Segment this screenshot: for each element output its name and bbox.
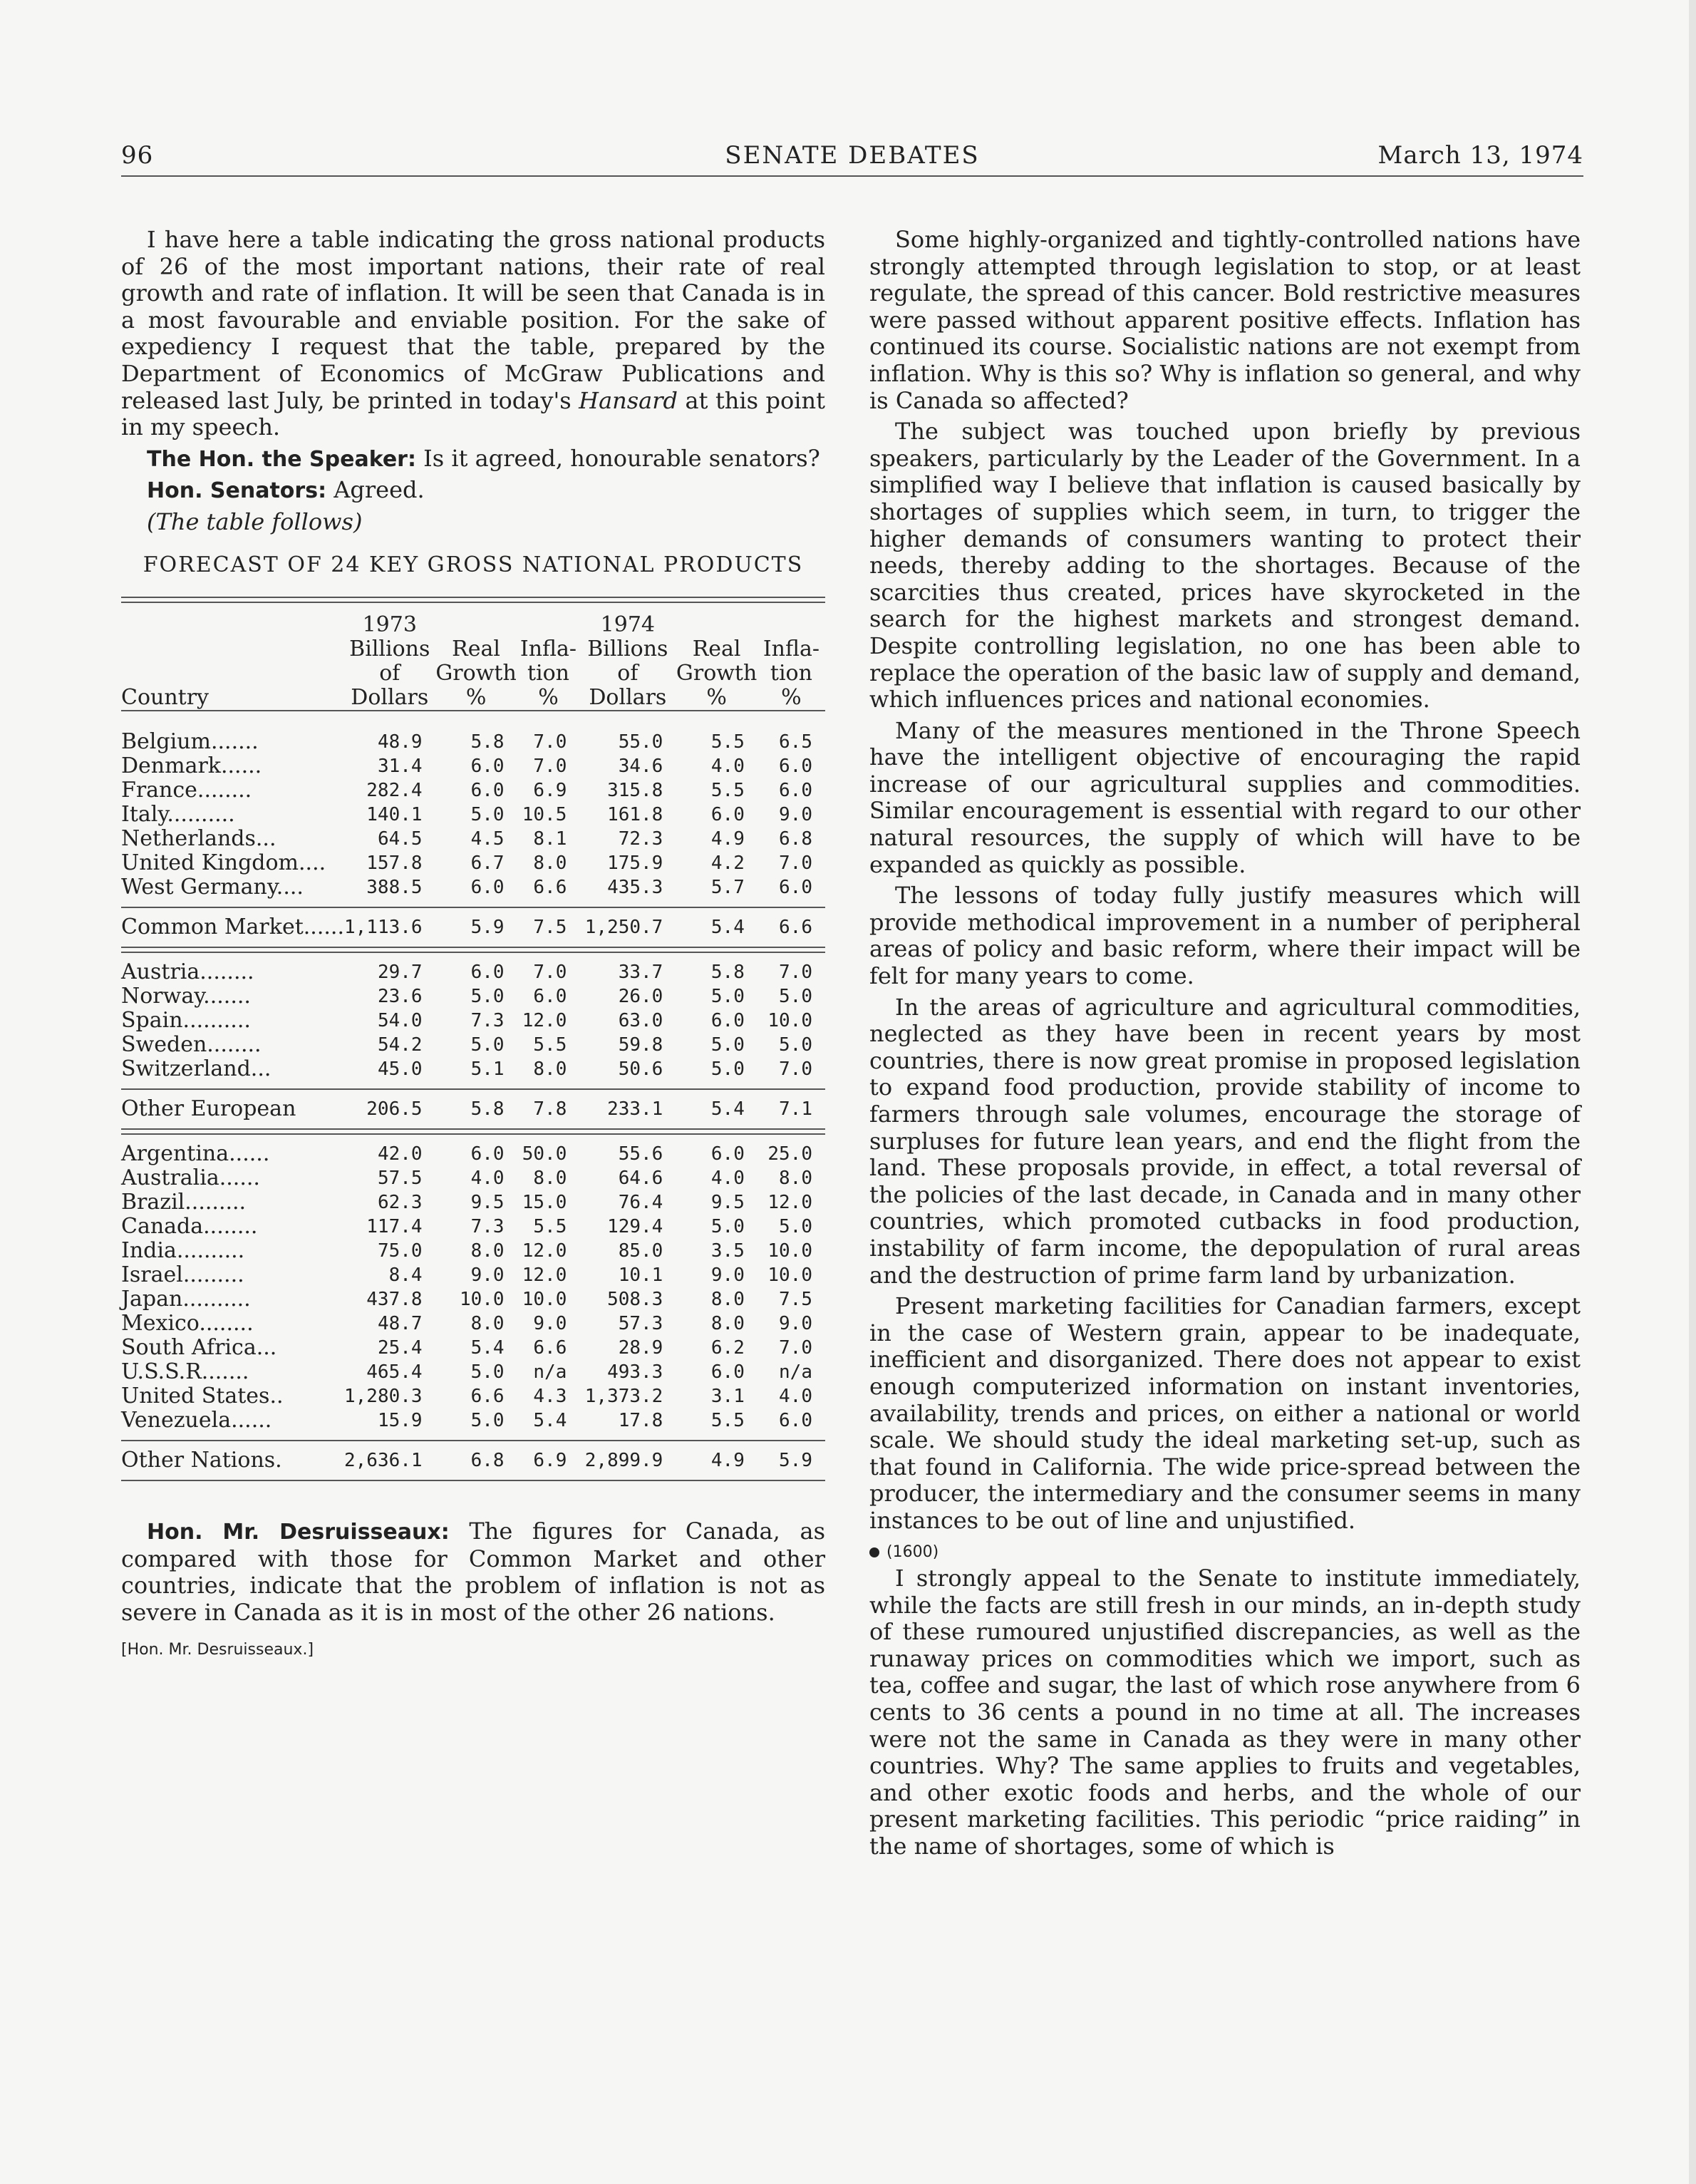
value-cell: 5.8 <box>470 731 505 753</box>
value-cell: 233.1 <box>607 1098 663 1121</box>
table-row <box>121 1097 825 1121</box>
value-cell: 12.0 <box>522 1010 567 1032</box>
value-cell: 6.0 <box>470 962 505 984</box>
country-cell: West Germany.... <box>121 875 304 900</box>
value-cell: 8.0 <box>533 853 567 875</box>
table-title: FORECAST OF 24 KEY GROSS NATIONAL PRODUCTS <box>143 552 804 577</box>
value-cell: 6.0 <box>470 780 505 802</box>
value-cell: 9.0 <box>533 1313 567 1335</box>
table-header <box>121 603 825 710</box>
value-cell: 161.8 <box>607 804 663 826</box>
value-cell: 5.4 <box>470 1337 505 1359</box>
country-cell: India.......... <box>121 1238 245 1264</box>
value-cell: 76.4 <box>618 1192 663 1214</box>
value-cell: 9.0 <box>779 1313 812 1335</box>
value-cell: 8.0 <box>710 1289 745 1311</box>
paragraph-4: The lessons of today fully justify measures which will provide methodical improvement in a number of peripheral areas of policy and basic reform, where their impact will be felt for many years to come. <box>869 882 1581 990</box>
value-cell: 10.0 <box>459 1289 505 1311</box>
value-cell: 7.1 <box>779 1098 812 1121</box>
value-cell: 5.0 <box>710 1216 745 1238</box>
table-row <box>121 1312 825 1336</box>
paragraph-6: Present marketing facilities for Canadian farmers, except in the case of Western grain, appear to be inadequate, inefficient and disorganized. There does not appear to exist enough computerized information on instant inventories, availability, trends and prices, on either a national or world scale. We should study the ideal marketing set-up, such as that found in California. The wide price-spread between the producer, the intermediary and the consumer seems in many instances to be out of line and unjustified. <box>869 1292 1581 1534</box>
table-follows-note: (The table follows) <box>147 508 363 535</box>
value-cell: 6.0 <box>779 756 812 778</box>
value-cell: 7.0 <box>533 756 567 778</box>
time-marker-text: (1600) <box>886 1542 939 1561</box>
country-cell: Mexico........ <box>121 1311 254 1336</box>
intro-paragraph <box>121 227 825 441</box>
table-row <box>121 1448 825 1473</box>
time-marker <box>869 1539 1581 1566</box>
value-cell: 5.9 <box>470 917 505 939</box>
value-cell: 12.0 <box>522 1240 567 1262</box>
country-cell: Austria........ <box>121 959 254 985</box>
value-cell: 6.0 <box>470 756 505 778</box>
value-cell: 72.3 <box>618 828 663 850</box>
value-cell: 437.8 <box>366 1289 423 1311</box>
value-cell: 4.0 <box>710 1168 745 1190</box>
value-cell: 5.5 <box>533 1034 567 1056</box>
value-cell: 6.0 <box>779 877 812 899</box>
value-cell: 6.7 <box>470 853 505 875</box>
value-cell: 48.7 <box>377 1313 423 1335</box>
value-cell: 435.3 <box>607 877 663 899</box>
table-row <box>121 778 825 803</box>
value-cell: 7.3 <box>470 1010 505 1032</box>
value-cell: 6.9 <box>533 1450 567 1472</box>
left-column <box>121 227 825 1663</box>
speaker-text: Agreed. <box>326 476 425 504</box>
value-cell: 4.9 <box>710 828 745 850</box>
value-cell: 4.0 <box>710 756 745 778</box>
country-cell: Argentina...... <box>121 1141 270 1167</box>
value-cell: 9.0 <box>779 804 812 826</box>
value-cell: 175.9 <box>607 853 663 875</box>
country-cell: Canada........ <box>121 1214 258 1240</box>
value-cell: 12.0 <box>767 1192 812 1214</box>
col-1973-billions-header: Billions of Dollars <box>349 637 430 711</box>
value-cell: 7.0 <box>779 853 812 875</box>
value-cell: 8.0 <box>779 1168 812 1190</box>
value-cell: 10.5 <box>522 804 567 826</box>
value-cell: 5.0 <box>470 986 505 1008</box>
value-cell: 5.0 <box>470 1410 505 1432</box>
value-cell: 10.1 <box>618 1264 663 1287</box>
value-cell: 9.5 <box>710 1192 745 1214</box>
speaker-name: The Hon. the Speaker: <box>147 446 416 472</box>
value-cell: 64.5 <box>377 828 423 850</box>
value-cell: 7.0 <box>779 962 812 984</box>
table-row <box>121 1033 825 1057</box>
value-cell: 5.0 <box>470 1034 505 1056</box>
table-row <box>121 1336 825 1360</box>
value-cell: 6.2 <box>710 1337 745 1359</box>
value-cell: 157.8 <box>366 853 423 875</box>
value-cell: 63.0 <box>618 1010 663 1032</box>
value-cell: 5.5 <box>710 731 745 753</box>
value-cell: 1,373.2 <box>584 1386 663 1408</box>
country-cell: Denmark...... <box>121 753 262 779</box>
attribution: [Hon. Mr. Desruisseaux.] <box>121 1640 314 1659</box>
value-cell: 282.4 <box>366 780 423 802</box>
value-cell: 8.0 <box>710 1313 745 1335</box>
col-country-header: Country <box>121 685 210 711</box>
value-cell: 1,250.7 <box>584 917 663 939</box>
gnp-table <box>121 603 825 1481</box>
value-cell: 4.3 <box>533 1386 567 1408</box>
publication-title: SENATE DEBATES <box>725 141 980 170</box>
table-double-rule <box>121 947 825 953</box>
table-row <box>121 1408 825 1433</box>
value-cell: 129.4 <box>607 1216 663 1238</box>
value-cell: 31.4 <box>377 756 423 778</box>
value-cell: 6.0 <box>710 804 745 826</box>
value-cell: n/a <box>779 1361 812 1384</box>
speaker-name: Hon. Senators: <box>147 478 327 504</box>
value-cell: 315.8 <box>607 780 663 802</box>
page-header <box>121 141 1583 177</box>
table-top-rule <box>121 597 825 603</box>
value-cell: 54.2 <box>377 1034 423 1056</box>
value-cell: 34.6 <box>618 756 663 778</box>
table-row <box>121 984 825 1009</box>
value-cell: 6.6 <box>779 917 812 939</box>
col-1974-inflation-header: Infla-tion % <box>762 637 820 711</box>
paragraph-7: I strongly appeal to the Senate to institute immediately, while the facts are still fresh in our minds, an in-depth study of these rumoured unjustified discrepancies, as well as the runaway prices on commodities which we import, such as tea, coffee and sugar, the last of which rose anywhere from 6 cents to 36 cents a pound in no time at all. The increases were not the same in Canada as they were in many other countries. Why? The same applies to fruits and vegetables, and other exotic foods and herbs, and the whole of our present marketing facilities. This periodic “price raiding” in the name of shortages, some of which is <box>869 1565 1581 1860</box>
country-cell: United Kingdom.... <box>121 850 326 876</box>
value-cell: 3.5 <box>710 1240 745 1262</box>
value-cell: 5.5 <box>710 1410 745 1432</box>
country-cell: United States.. <box>121 1384 284 1409</box>
value-cell: 6.0 <box>779 1410 812 1432</box>
table-row <box>121 1287 825 1312</box>
hansard-italic: Hansard <box>579 386 678 414</box>
value-cell: 48.9 <box>377 731 423 753</box>
value-cell: 6.6 <box>470 1386 505 1408</box>
value-cell: 54.0 <box>377 1010 423 1032</box>
table-row <box>121 1057 825 1081</box>
value-cell: 6.0 <box>710 1010 745 1032</box>
value-cell: 388.5 <box>366 877 423 899</box>
value-cell: 6.0 <box>779 780 812 802</box>
page-number: 96 <box>121 141 154 170</box>
col-1973-inflation-header: Infla-tion % <box>519 637 577 711</box>
country-cell: Other Nations. <box>121 1448 282 1473</box>
value-cell: 5.0 <box>710 1058 745 1081</box>
value-cell: 8.0 <box>533 1058 567 1081</box>
table-row <box>121 960 825 984</box>
value-cell: 10.0 <box>522 1289 567 1311</box>
table-row <box>121 827 825 851</box>
value-cell: 6.9 <box>533 780 567 802</box>
value-cell: 9.0 <box>710 1264 745 1287</box>
value-cell: 28.9 <box>618 1337 663 1359</box>
closing-paragraph <box>121 1518 825 1626</box>
speaker-exchange-2 <box>121 477 825 505</box>
value-cell: 33.7 <box>618 962 663 984</box>
value-cell: 5.4 <box>533 1410 567 1432</box>
value-cell: 7.8 <box>533 1098 567 1121</box>
country-cell: Brazil......... <box>121 1190 247 1215</box>
col-1973-growth-header: Real Growth % <box>435 637 517 711</box>
value-cell: 45.0 <box>377 1058 423 1081</box>
value-cell: 3.1 <box>710 1386 745 1408</box>
value-cell: 5.5 <box>533 1216 567 1238</box>
value-cell: 10.0 <box>767 1264 812 1287</box>
value-cell: 10.0 <box>767 1240 812 1262</box>
table-row <box>121 730 825 754</box>
value-cell: 75.0 <box>377 1240 423 1262</box>
paragraph-2: The subject was touched upon briefly by previous speakers, particularly by the Leader of the Government. In a simplified way I believe that inflation is caused basically by shortages of supplies which seem, in turn, to trigger the higher demands of consumers wanting to protect their needs, thereby adding to the shortages. Because of the scarcities thus created, prices have skyrocketed in the search for the highest markets and strongest demand. Despite controlling legislation, no one has been able to replace the operation of the basic law of supply and demand, which influences prices and national economies. <box>869 418 1581 714</box>
value-cell: 7.5 <box>533 917 567 939</box>
country-cell: Norway....... <box>121 984 251 1009</box>
value-cell: 57.5 <box>377 1168 423 1190</box>
value-cell: 9.5 <box>470 1192 505 1214</box>
paragraph-3: Many of the measures mentioned in the Throne Speech have the intelligent objective of encouraging the rapid increase of our agricultural supplies and commodities. Similar encouragement is essential with regard to our other natural resources, the supply of which will have to be expanded as quickly as possible. <box>869 716 1581 878</box>
value-cell: 8.0 <box>470 1240 505 1262</box>
country-cell: Venezuela...... <box>121 1408 272 1433</box>
value-cell: 7.0 <box>533 962 567 984</box>
col-1974-billions-header: Billions of Dollars <box>587 637 668 711</box>
value-cell: 5.4 <box>710 917 745 939</box>
value-cell: 6.6 <box>533 1337 567 1359</box>
closing-text: The figures for Canada, as compared with those for Common Market and other countries, indicate that the problem of inflation is not as severe in Canada as it is in most of the other 26 nations. <box>121 1518 825 1626</box>
intro-text: I have here a table indicating the gross national products of 26 of the most important nations, their rate of real growth and rate of inflation. It will be seen that Canada is in a most favourable and enviable position. For the sake of expediency I request that the table, prepared by the Department of Economics of McGraw Publications and released last July, be printed in today's <box>121 226 825 414</box>
country-cell: Spain.......... <box>121 1008 251 1034</box>
value-cell: 5.0 <box>779 1034 812 1056</box>
right-column <box>869 227 1581 1865</box>
table-row <box>121 1384 825 1408</box>
value-cell: 5.5 <box>710 780 745 802</box>
country-cell: Netherlands... <box>121 826 276 852</box>
table-row <box>121 1142 825 1166</box>
value-cell: 5.8 <box>710 962 745 984</box>
table-row <box>121 803 825 827</box>
value-cell: 140.1 <box>366 804 423 826</box>
value-cell: 42.0 <box>377 1143 423 1165</box>
value-cell: 8.0 <box>470 1313 505 1335</box>
value-cell: 8.1 <box>533 828 567 850</box>
value-cell: 55.0 <box>618 731 663 753</box>
value-cell: 7.0 <box>779 1058 812 1081</box>
value-cell: 4.5 <box>470 828 505 850</box>
bullet-icon <box>869 1547 879 1557</box>
value-cell: 29.7 <box>377 962 423 984</box>
value-cell: 9.0 <box>470 1264 505 1287</box>
value-cell: 25.0 <box>767 1143 812 1165</box>
value-cell: 59.8 <box>618 1034 663 1056</box>
value-cell: 508.3 <box>607 1289 663 1311</box>
value-cell: 26.0 <box>618 986 663 1008</box>
table-row <box>121 915 825 939</box>
country-cell: Switzerland... <box>121 1056 272 1082</box>
intro-end-text: at this point in my speech. <box>121 386 826 441</box>
speaker-name: Hon. Mr. Desruisseaux: <box>147 1520 450 1545</box>
value-cell: 5.0 <box>710 1034 745 1056</box>
value-cell: 465.4 <box>366 1361 423 1384</box>
table-row <box>121 1215 825 1239</box>
value-cell: 6.0 <box>533 986 567 1008</box>
country-cell: Israel......... <box>121 1262 244 1288</box>
value-cell: 5.4 <box>710 1098 745 1121</box>
value-cell: 6.0 <box>710 1361 745 1384</box>
table-row <box>121 1263 825 1287</box>
table-double-rule <box>121 1128 825 1135</box>
table-row <box>121 851 825 875</box>
country-cell: Sweden........ <box>121 1032 262 1058</box>
country-cell: South Africa... <box>121 1335 277 1361</box>
value-cell: 5.0 <box>470 1361 505 1384</box>
value-cell: 117.4 <box>366 1216 423 1238</box>
value-cell: 8.0 <box>533 1168 567 1190</box>
value-cell: n/a <box>533 1361 567 1384</box>
table-row <box>121 875 825 900</box>
value-cell: 206.5 <box>366 1098 423 1121</box>
value-cell: 5.1 <box>470 1058 505 1081</box>
value-cell: 6.8 <box>779 828 812 850</box>
paragraph-5: In the areas of agriculture and agricultural commodities, neglected as they have been in recent years by most countries, there is now great promise in proposed legislation to expand food production, provide stability of income to farmers through sale volumes, encourage the storage of surpluses for future lean years, and end the flight from the land. These proposals provide, in effect, a total reversal of the policies of the last decade, in Canada and in many other countries, which promoted cutbacks in food production, instability of farm income, the depopulation of rural areas and the destruction of prime farm land by urbanization. <box>869 993 1581 1289</box>
year-1973-header: 1973 <box>362 612 417 638</box>
value-cell: 1,113.6 <box>343 917 423 939</box>
col-1974-growth-header: Real Growth % <box>676 637 757 711</box>
value-cell: 15.9 <box>377 1410 423 1432</box>
value-cell: 493.3 <box>607 1361 663 1384</box>
value-cell: 8.4 <box>388 1264 423 1287</box>
country-cell: France........ <box>121 778 252 803</box>
value-cell: 23.6 <box>377 986 423 1008</box>
value-cell: 62.3 <box>377 1192 423 1214</box>
value-cell: 7.3 <box>470 1216 505 1238</box>
page-date: March 13, 1974 <box>1377 141 1583 170</box>
country-cell: Australia...... <box>121 1165 260 1191</box>
value-cell: 5.0 <box>779 1216 812 1238</box>
table-row <box>121 1360 825 1384</box>
value-cell: 7.0 <box>779 1337 812 1359</box>
value-cell: 15.0 <box>522 1192 567 1214</box>
value-cell: 7.5 <box>779 1289 812 1311</box>
country-cell: Other European <box>121 1096 296 1122</box>
value-cell: 2,899.9 <box>584 1450 663 1472</box>
year-1974-header: 1974 <box>600 612 656 638</box>
value-cell: 4.9 <box>710 1450 745 1472</box>
country-cell: Belgium....... <box>121 729 259 755</box>
value-cell: 17.8 <box>618 1410 663 1432</box>
value-cell: 6.8 <box>470 1450 505 1472</box>
value-cell: 6.0 <box>710 1143 745 1165</box>
value-cell: 5.8 <box>470 1098 505 1121</box>
country-cell: Japan.......... <box>121 1287 251 1312</box>
country-cell: U.S.S.R....... <box>121 1359 249 1385</box>
page-edge <box>1689 0 1696 2184</box>
value-cell: 6.0 <box>470 877 505 899</box>
value-cell: 5.0 <box>779 986 812 1008</box>
table-rule <box>121 1480 825 1481</box>
table-row <box>121 754 825 778</box>
table-row <box>121 1190 825 1215</box>
table-row <box>121 1166 825 1190</box>
speaker-exchange-1 <box>121 445 825 473</box>
country-cell: Common Market...... <box>121 915 344 940</box>
value-cell: 6.5 <box>779 731 812 753</box>
value-cell: 5.9 <box>779 1450 812 1472</box>
value-cell: 5.0 <box>710 986 745 1008</box>
table-body <box>121 710 825 1481</box>
value-cell: 50.6 <box>618 1058 663 1081</box>
value-cell: 4.2 <box>710 853 745 875</box>
value-cell: 25.4 <box>377 1337 423 1359</box>
value-cell: 6.6 <box>533 877 567 899</box>
value-cell: 50.0 <box>522 1143 567 1165</box>
speaker-text: Is it agreed, honourable senators? <box>415 444 820 472</box>
table-row <box>121 1239 825 1263</box>
value-cell: 1,280.3 <box>343 1386 423 1408</box>
value-cell: 6.0 <box>470 1143 505 1165</box>
value-cell: 12.0 <box>522 1264 567 1287</box>
paragraph-1: Some highly-organized and tightly-controlled nations have strongly attempted through legislation to stop, or at least regulate, the spread of this cancer. Bold restrictive measures were passed without apparent positive effects. Inflation has continued its course. Socialistic nations are not exempt from inflation. Why is this so? Why is inflation so general, and why is Canada so affected? <box>869 226 1581 414</box>
value-cell: 64.6 <box>618 1168 663 1190</box>
value-cell: 57.3 <box>618 1313 663 1335</box>
table-row <box>121 1009 825 1033</box>
value-cell: 10.0 <box>767 1010 812 1032</box>
country-cell: Italy.......... <box>121 802 235 828</box>
value-cell: 4.0 <box>470 1168 505 1190</box>
value-cell: 7.0 <box>533 731 567 753</box>
value-cell: 5.0 <box>470 804 505 826</box>
value-cell: 5.7 <box>710 877 745 899</box>
value-cell: 4.0 <box>779 1386 812 1408</box>
value-cell: 85.0 <box>618 1240 663 1262</box>
value-cell: 55.6 <box>618 1143 663 1165</box>
value-cell: 2,636.1 <box>343 1450 423 1472</box>
